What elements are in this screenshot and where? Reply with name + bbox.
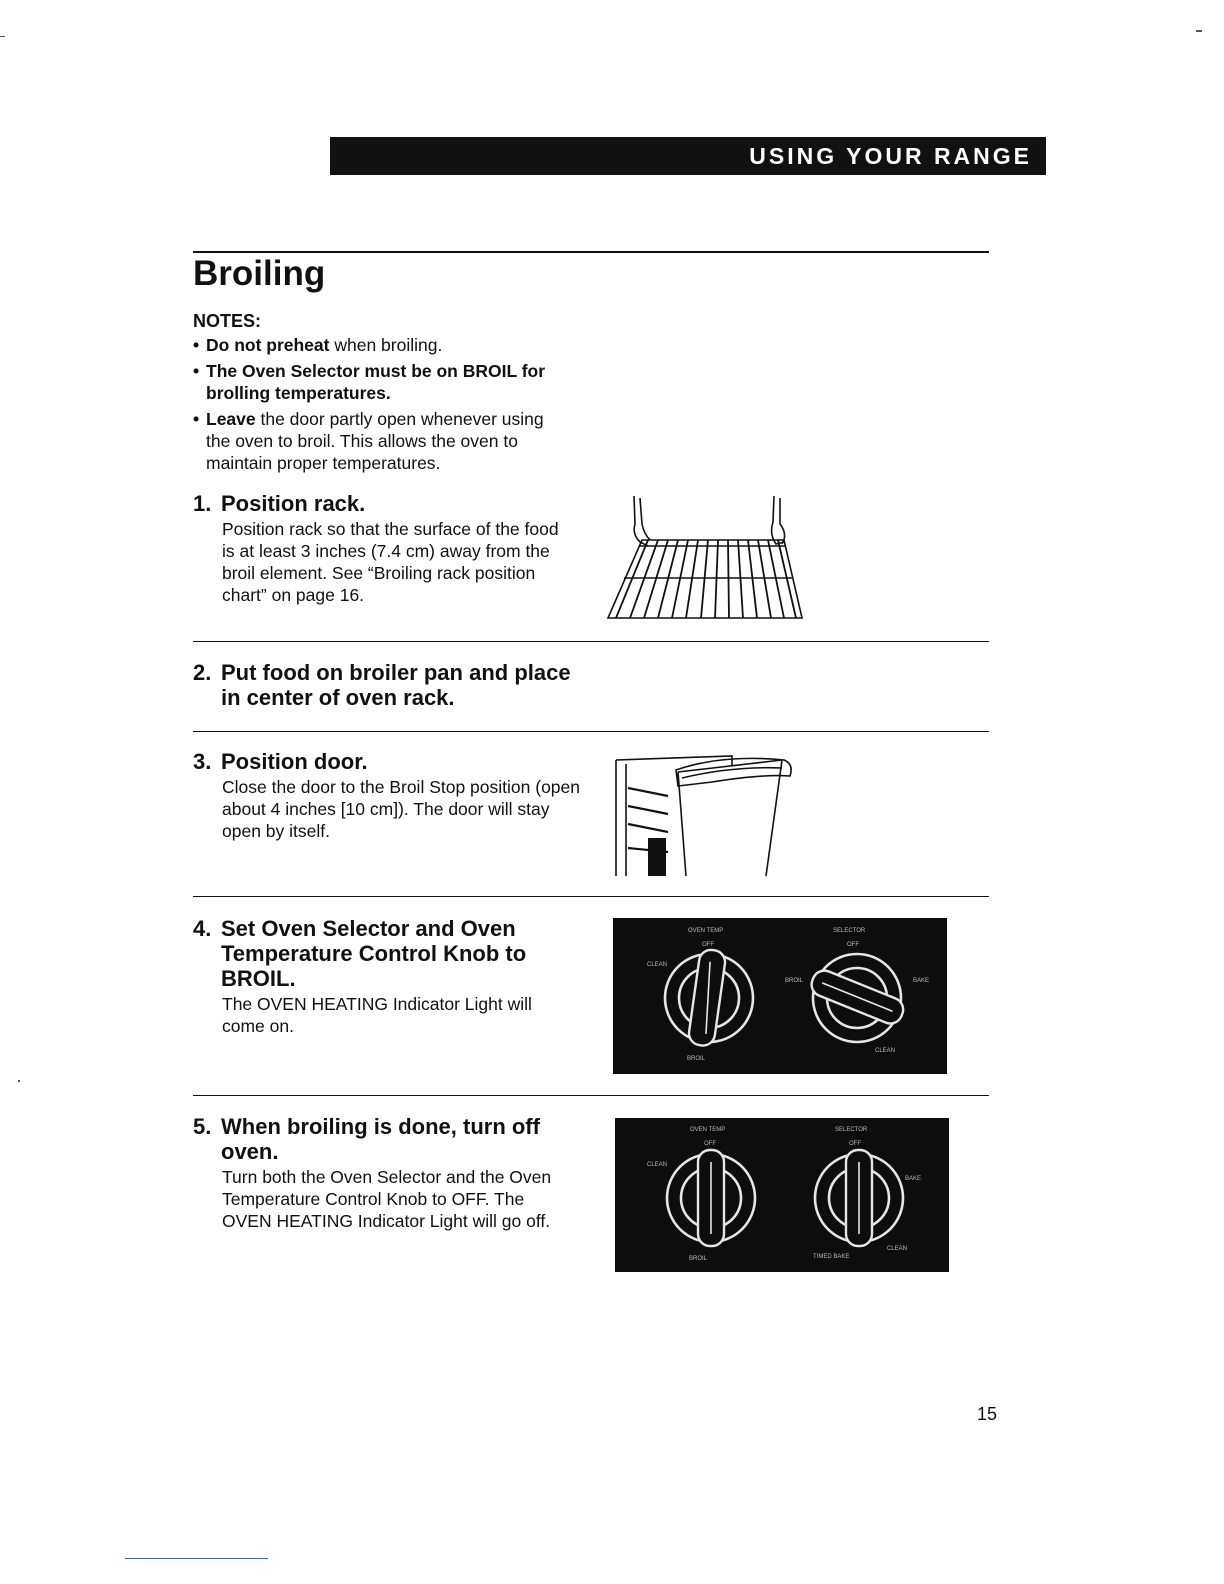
broil-label: BROIL [687,1056,706,1062]
oven-door-illustration [612,752,802,878]
footer-line [125,1558,268,1559]
broil-label: BROIL [689,1256,708,1262]
clean-label: CLEAN [647,1162,668,1168]
banner-text: USING YOUR RANGE [749,142,1032,169]
oven-temp-label: OVEN TEMP [688,928,724,934]
bullet-icon: • [193,361,200,381]
oven-temp-label: OVEN TEMP [690,1127,726,1133]
step-body: Turn both the Oven Selector and the Oven Temperature Control Knob to OFF. The OVEN HEATING Indicator Light will go off. [222,1167,552,1231]
page-title: Broiling [193,254,326,293]
section-banner [330,137,1046,175]
step-4: 4. Set Oven Selector and Oven Temperature Control Knob to BROIL. The OVEN HEATING Indicator Light will come on. [193,916,578,1037]
clean-label: CLEAN [887,1246,908,1252]
divider-2 [193,731,989,732]
step-1: 1. Position rack. Position rack so that the surface of the food is at least 3 inches (7.4 cm) away from the broil element. See “Broiling rack position chart” on page 16. [193,491,573,606]
note-item: • The Oven Selector must be on BROIL for brolling temperatures. [193,361,546,403]
oven-rack-illustration [604,494,814,624]
off-label: OFF [847,942,859,948]
bake-label: BAKE [913,978,930,984]
step-title: Put food on broiler pan and place in center of oven rack. [221,660,571,710]
page-number: 15 [977,1404,998,1424]
selector-label: SELECTOR [835,1127,868,1133]
notes-heading: NOTES: [193,311,262,331]
knobs-broil-illustration [613,918,947,1074]
scan-speck [1196,30,1202,32]
off-label: OFF [702,942,714,948]
knobs-off-illustration [615,1118,949,1272]
bullet-icon: • [193,335,200,355]
step-3: 3. Position door. Close the door to the Broil Stop position (open about 4 inches [10 cm]). The door will stay open by itself. [193,749,583,842]
off-label: OFF [704,1141,716,1147]
note-item: • Do not preheat when broiling. [193,335,443,355]
step-2: 2. Put food on broiler pan and place in center of oven rack. [193,660,593,710]
step-5: 5. When broiling is done, turn off oven. Turn both the Oven Selector and the Oven Temperature Control Knob to OFF. The OVEN HEATING Indicator Light will go off. [193,1114,578,1232]
divider-1 [193,641,989,642]
divider-4 [193,1095,989,1096]
step-title: Set Oven Selector and Oven Temperature Control Knob to BROIL. [221,916,527,991]
note-item: • Leave the door partly open whenever using the oven to broil. This allows the oven to maintain proper temperatures. [193,409,544,473]
scan-speck [0,36,5,37]
notes-list [193,334,563,478]
bake-label: BAKE [905,1176,922,1182]
step-title: When broiling is done, turn off oven. [221,1114,540,1164]
step-title: Position rack. [221,491,366,516]
title-rule [193,251,989,253]
off-label: OFF [849,1141,861,1147]
bullet-icon: • [193,409,200,429]
step-body: Close the door to the Broil Stop position (open about 4 inches [10 cm]). The door will stay open by itself. [222,777,580,841]
timed-bake-label: TIMED BAKE [813,1254,850,1260]
divider-3 [193,896,989,897]
clean-label: CLEAN [647,962,668,968]
broil-label: BROIL [785,978,804,984]
step-body: Position rack so that the surface of the food is at least 3 inches (7.4 cm) away from the broil element. See “Broiling rack position chart” on page 16. [222,519,559,605]
control-panel-broil [613,918,947,1074]
selector-label: SELECTOR [833,928,866,934]
step-body: The OVEN HEATING Indicator Light will come on. [222,994,532,1036]
clean-label: CLEAN [875,1048,896,1054]
control-panel-off [615,1118,949,1272]
step-title: Position door. [221,749,368,774]
scan-speck [18,1080,20,1082]
